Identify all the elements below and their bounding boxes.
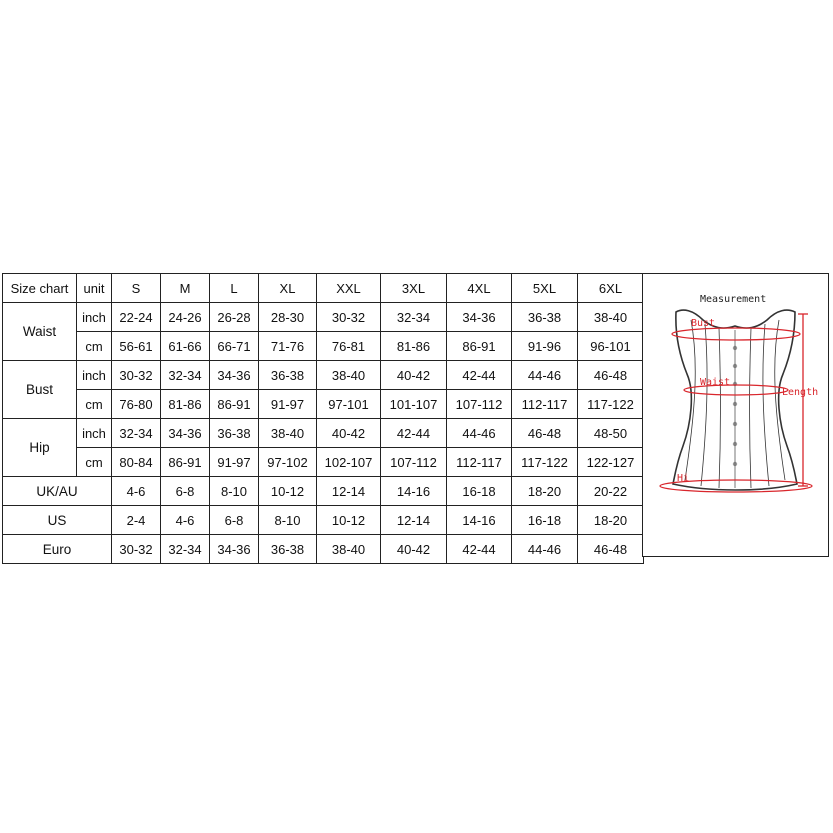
table-cell: 4-6 — [161, 506, 210, 535]
table-body — [3, 274, 644, 564]
table-cell: 36-38 — [512, 303, 578, 332]
table-cell: 16-18 — [512, 506, 578, 535]
table-cell: 81-86 — [161, 390, 210, 419]
length-label: Length — [782, 387, 819, 398]
corner-label: Size chart — [3, 274, 77, 303]
measurement-label: Bust — [3, 361, 77, 419]
table-cell: 44-46 — [447, 419, 512, 448]
table-cell: 86-91 — [447, 332, 512, 361]
table-cell: 46-48 — [512, 419, 578, 448]
table-row — [3, 535, 644, 564]
table-cell: 96-101 — [578, 332, 644, 361]
table-cell: 12-14 — [317, 477, 381, 506]
hip-label: Hi — [677, 473, 690, 484]
table-cell: 18-20 — [578, 506, 644, 535]
table-cell: 117-122 — [512, 448, 578, 477]
table-cell: 56-61 — [112, 332, 161, 361]
measurement-label: Waist — [3, 303, 77, 361]
table-cell: 91-96 — [512, 332, 578, 361]
table-cell: 40-42 — [381, 361, 447, 390]
table-cell: 112-117 — [512, 390, 578, 419]
table-cell: 107-112 — [447, 390, 512, 419]
table-cell: 107-112 — [381, 448, 447, 477]
table-cell: 38-40 — [317, 361, 381, 390]
table-cell: 38-40 — [259, 419, 317, 448]
table-cell: 18-20 — [512, 477, 578, 506]
table-cell: 44-46 — [512, 535, 578, 564]
measurement-title: Measurement — [700, 294, 767, 305]
unit-cell: inch — [77, 419, 112, 448]
table-cell: 122-127 — [578, 448, 644, 477]
size-header: XL — [259, 274, 317, 303]
table-cell: 26-28 — [210, 303, 259, 332]
table-cell: 4-6 — [112, 477, 161, 506]
table-cell: 40-42 — [317, 419, 381, 448]
table-cell: 22-24 — [112, 303, 161, 332]
table-cell: 34-36 — [210, 535, 259, 564]
table-cell: 40-42 — [381, 535, 447, 564]
size-header: XXL — [317, 274, 381, 303]
table-cell: 12-14 — [381, 506, 447, 535]
table-cell: 2-4 — [112, 506, 161, 535]
table-cell: 117-122 — [578, 390, 644, 419]
table-cell: 76-81 — [317, 332, 381, 361]
table-row — [3, 477, 644, 506]
table-cell: 10-12 — [317, 506, 381, 535]
table-row — [3, 419, 644, 448]
table-cell: 66-71 — [210, 332, 259, 361]
table-cell: 42-44 — [447, 361, 512, 390]
table-cell: 86-91 — [161, 448, 210, 477]
size-header: 6XL — [578, 274, 644, 303]
unit-header: unit — [77, 274, 112, 303]
table-cell: 36-38 — [259, 535, 317, 564]
table-cell: 6-8 — [210, 506, 259, 535]
bust-line — [672, 328, 800, 340]
table-cell: 97-102 — [259, 448, 317, 477]
size-header: S — [112, 274, 161, 303]
table-row — [3, 506, 644, 535]
table-cell: 16-18 — [447, 477, 512, 506]
table-cell: 14-16 — [447, 506, 512, 535]
conversion-label: Euro — [3, 535, 112, 564]
table-cell: 14-16 — [381, 477, 447, 506]
table-cell: 102-107 — [317, 448, 381, 477]
table-cell: 32-34 — [161, 361, 210, 390]
table-cell: 36-38 — [210, 419, 259, 448]
unit-cell: inch — [77, 361, 112, 390]
table-cell: 42-44 — [381, 419, 447, 448]
waist-label: Waist — [700, 377, 731, 388]
table-cell: 30-32 — [317, 303, 381, 332]
table-cell: 44-46 — [512, 361, 578, 390]
table-cell: 28-30 — [259, 303, 317, 332]
table-cell: 81-86 — [381, 332, 447, 361]
table-cell: 30-32 — [112, 361, 161, 390]
unit-cell: cm — [77, 332, 112, 361]
table-cell: 101-107 — [381, 390, 447, 419]
bust-label: Bust — [691, 318, 716, 329]
table-cell: 36-38 — [259, 361, 317, 390]
table-cell: 38-40 — [578, 303, 644, 332]
table-cell: 20-22 — [578, 477, 644, 506]
table-cell: 86-91 — [210, 390, 259, 419]
size-header: 3XL — [381, 274, 447, 303]
size-header: L — [210, 274, 259, 303]
table-cell: 61-66 — [161, 332, 210, 361]
table-cell: 30-32 — [112, 535, 161, 564]
table-cell: 48-50 — [578, 419, 644, 448]
table-cell: 42-44 — [447, 535, 512, 564]
table-cell: 24-26 — [161, 303, 210, 332]
table-cell: 6-8 — [161, 477, 210, 506]
table-cell: 34-36 — [447, 303, 512, 332]
conversion-label: UK/AU — [3, 477, 112, 506]
table-cell: 8-10 — [210, 477, 259, 506]
unit-cell: inch — [77, 303, 112, 332]
table-row — [3, 361, 644, 390]
table-cell: 76-80 — [112, 390, 161, 419]
size-header: M — [161, 274, 210, 303]
table-cell: 32-34 — [112, 419, 161, 448]
size-header: 4XL — [447, 274, 512, 303]
table-cell: 91-97 — [259, 390, 317, 419]
table-cell: 34-36 — [161, 419, 210, 448]
header-row — [3, 274, 644, 303]
conversion-label: US — [3, 506, 112, 535]
table-row — [3, 448, 644, 477]
table-cell: 91-97 — [210, 448, 259, 477]
size-chart — [2, 273, 829, 557]
corset-diagram — [643, 274, 830, 558]
size-header: 5XL — [512, 274, 578, 303]
table-row — [3, 332, 644, 361]
table-cell: 8-10 — [259, 506, 317, 535]
table-row — [3, 390, 644, 419]
unit-cell: cm — [77, 448, 112, 477]
table-cell: 112-117 — [447, 448, 512, 477]
unit-cell: cm — [77, 390, 112, 419]
size-table — [2, 273, 644, 564]
table-row — [3, 303, 644, 332]
table-cell: 80-84 — [112, 448, 161, 477]
table-cell: 34-36 — [210, 361, 259, 390]
table-cell: 46-48 — [578, 535, 644, 564]
table-cell: 32-34 — [381, 303, 447, 332]
table-cell: 46-48 — [578, 361, 644, 390]
measurement-label: Hip — [3, 419, 77, 477]
table-cell: 71-76 — [259, 332, 317, 361]
table-cell: 32-34 — [161, 535, 210, 564]
table-cell: 97-101 — [317, 390, 381, 419]
table-cell: 10-12 — [259, 477, 317, 506]
table-cell: 38-40 — [317, 535, 381, 564]
measurement-figure — [642, 273, 829, 557]
